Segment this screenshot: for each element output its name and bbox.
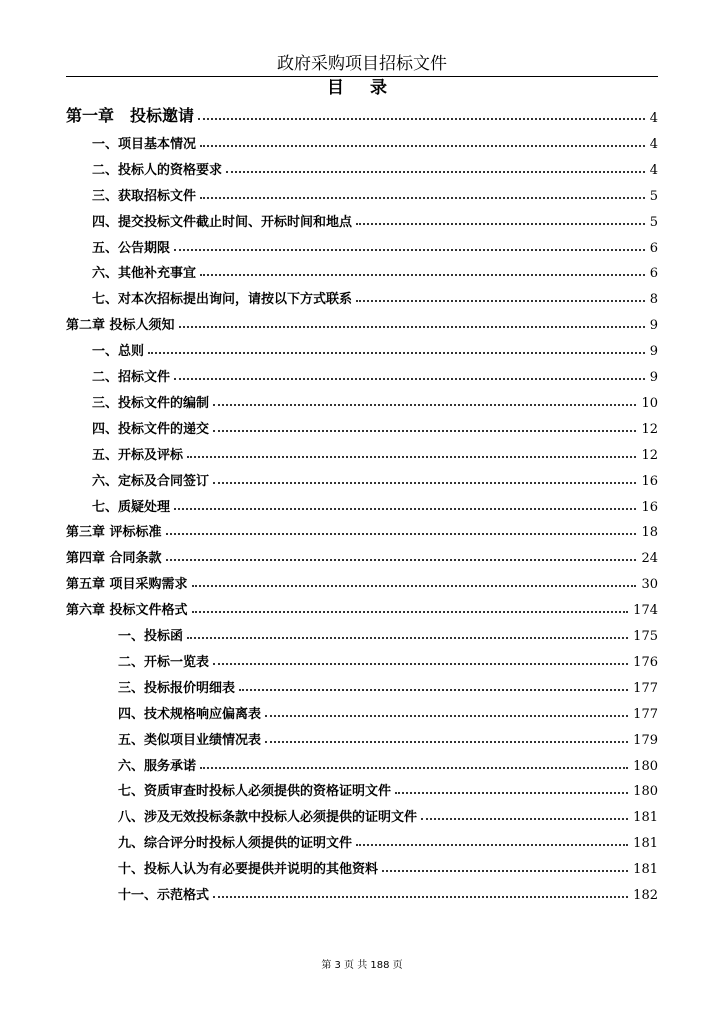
toc-entry-label: 四、投标文件的递交 (92, 421, 210, 437)
toc-entry-page: 16 (641, 473, 658, 489)
toc-entry-page: 16 (641, 499, 658, 515)
toc-entry[interactable] (118, 829, 658, 851)
toc-dot-leader (395, 792, 628, 794)
toc-entry[interactable] (92, 156, 658, 178)
toc-dot-leader (213, 404, 636, 406)
toc-entry[interactable] (66, 104, 658, 126)
toc-entry[interactable] (66, 544, 658, 566)
toc-entry[interactable] (92, 493, 658, 515)
toc-dot-leader (198, 118, 645, 120)
toc-entry-page: 180 (633, 758, 658, 774)
toc-entry-page: 5 (649, 188, 658, 204)
toc-dot-leader (239, 689, 628, 691)
toc-entry-page: 177 (633, 680, 658, 696)
toc-entry-label: 六、定标及合同签订 (92, 473, 210, 489)
toc-entry-label: 八、涉及无效投标条款中投标人必须提供的证明文件 (118, 810, 418, 826)
toc-entry-page: 181 (633, 862, 658, 878)
toc-entry[interactable] (92, 234, 658, 256)
toc-entry-label: 五、类似项目业绩情况表 (118, 732, 262, 748)
toc-dot-leader (166, 559, 637, 561)
toc-entry[interactable] (118, 777, 658, 799)
toc-entry[interactable] (118, 648, 658, 670)
toc-entry-label: 二、开标一览表 (118, 654, 210, 670)
toc-entry[interactable] (118, 726, 658, 748)
toc-entry[interactable] (92, 337, 658, 359)
toc-dot-leader (265, 741, 628, 743)
toc-dot-leader (213, 430, 636, 432)
toc-entry-page: 177 (633, 706, 658, 722)
toc-entry-label: 一、总则 (92, 344, 145, 360)
toc-dot-leader (187, 456, 636, 458)
toc-entry-label: 第二章 投标人须知 (66, 318, 175, 334)
toc-dot-leader (174, 378, 645, 380)
toc-entry-label: 六、服务承诺 (118, 758, 197, 774)
toc-dot-leader (179, 326, 645, 328)
toc-dot-leader (192, 585, 637, 587)
toc-dot-leader (265, 715, 628, 717)
header-title: 政府采购项目招标文件 (277, 54, 447, 74)
toc-dot-leader (200, 145, 645, 147)
toc-entry[interactable] (66, 596, 658, 618)
toc-entry-page: 176 (633, 654, 658, 670)
toc-dot-leader (213, 896, 628, 898)
toc-entry-page: 9 (649, 344, 658, 360)
toc-entry-label: 十一、示范格式 (118, 888, 210, 903)
toc-entry-label: 七、质疑处理 (92, 499, 171, 515)
toc-entry-label: 二、招标文件 (92, 370, 171, 385)
toc-dot-leader (356, 844, 628, 846)
toc-dot-leader (382, 870, 628, 872)
toc-entry-label: 七、资质审查时投标人必须提供的资格证明文件 (118, 784, 392, 800)
toc-entry[interactable] (118, 803, 658, 825)
toc-entry[interactable] (92, 208, 658, 230)
toc-entry[interactable] (66, 518, 658, 540)
toc-entry[interactable] (92, 389, 658, 411)
toc-entry[interactable] (92, 130, 658, 152)
toc-entry-page: 181 (633, 810, 658, 826)
toc-entry-page: 6 (649, 266, 658, 282)
toc-entry-label: 七、对本次招标提出询问，请按以下方式联系 (92, 292, 353, 308)
toc-entry-label: 四、技术规格响应偏离表 (118, 706, 262, 722)
toc-entry-page: 4 (649, 162, 658, 178)
toc-dot-leader (213, 663, 628, 665)
toc-dot-leader (166, 533, 637, 535)
toc-entry-label: 九、综合评分时投标人须提供的证明文件 (118, 836, 353, 852)
toc-dot-leader (192, 611, 629, 613)
toc-entry-label: 三、投标报价明细表 (118, 680, 236, 696)
toc-entry[interactable] (92, 259, 658, 281)
toc-entry-label: 第四章 合同条款 (66, 551, 162, 567)
toc-entry-page: 174 (633, 603, 658, 619)
toc-entry-page: 182 (633, 888, 658, 903)
toc-entry-page: 18 (641, 525, 658, 541)
toc-dot-leader (200, 767, 628, 769)
toc-entry-label: 第一章 投标邀请 (66, 106, 195, 125)
toc-dot-leader (226, 171, 645, 173)
toc-dot-leader (187, 637, 628, 639)
toc-entry-label: 十、投标人认为有必要提供并说明的其他资料 (118, 862, 379, 878)
toc-entry-label: 三、投标文件的编制 (92, 395, 210, 411)
toc-entry[interactable] (118, 700, 658, 722)
toc-entry-page: 24 (641, 551, 658, 567)
toc-entry[interactable] (118, 855, 658, 877)
toc-entry-label: 五、公告期限 (92, 240, 171, 256)
toc-dot-leader (200, 197, 645, 199)
toc-entry[interactable] (118, 881, 658, 903)
toc-entry[interactable] (118, 752, 658, 774)
toc-entry[interactable] (92, 467, 658, 489)
toc-entry[interactable] (118, 674, 658, 696)
toc-entry-page: 12 (641, 447, 658, 463)
toc-entry[interactable] (92, 441, 658, 463)
toc-dot-leader (174, 508, 636, 510)
toc-entry-page: 179 (633, 732, 658, 748)
toc-entry-label: 二、投标人的资格要求 (92, 162, 223, 178)
toc-dot-leader (174, 249, 645, 251)
toc-dot-leader (148, 352, 645, 354)
toc-entry-page: 9 (649, 318, 658, 334)
toc-entry-label: 一、项目基本情况 (92, 136, 197, 152)
toc-entry-page: 5 (649, 214, 658, 230)
toc-entry-page: 9 (649, 370, 658, 385)
toc-entry[interactable] (92, 363, 658, 385)
toc-entry[interactable] (66, 570, 658, 592)
toc-entry[interactable] (92, 182, 658, 204)
toc-entry-label: 第五章 项目采购需求 (66, 577, 188, 593)
toc-dot-leader (213, 482, 636, 484)
toc-entry-page: 181 (633, 836, 658, 852)
toc-entry[interactable] (92, 285, 658, 307)
toc-entry-label: 第三章 评标标准 (66, 525, 162, 541)
toc-entry-page: 4 (649, 111, 658, 126)
toc-entry-page: 8 (649, 292, 658, 308)
toc-dot-leader (356, 300, 645, 302)
toc-entry-page: 6 (649, 240, 658, 256)
toc-entry-page: 180 (633, 784, 658, 800)
toc-entry-page: 30 (641, 577, 658, 593)
toc-title: 目 录 (327, 78, 397, 98)
toc-entry-page: 175 (633, 629, 658, 644)
toc-dot-leader (200, 274, 645, 276)
toc-entry-label: 第六章 投标文件格式 (66, 603, 188, 619)
toc-entry[interactable] (66, 311, 658, 333)
toc-dot-leader (356, 223, 645, 225)
toc-entry-label: 四、提交投标文件截止时间、开标时间和地点 (92, 214, 353, 230)
toc-entry[interactable] (118, 622, 658, 644)
toc-entry[interactable] (92, 415, 658, 437)
toc-entry-label: 五、开标及评标 (92, 447, 184, 463)
toc-entry-page: 4 (649, 136, 658, 152)
toc-entry-page: 10 (641, 395, 658, 411)
toc-entry-label: 三、获取招标文件 (92, 188, 197, 204)
toc-dot-leader (421, 818, 628, 820)
page-footer: 第 3 页 共 188 页 (321, 960, 403, 971)
toc-entry-page: 12 (641, 421, 658, 437)
toc-entry-label: 六、其他补充事宜 (92, 266, 197, 282)
toc-entry-label: 一、投标函 (118, 629, 184, 644)
